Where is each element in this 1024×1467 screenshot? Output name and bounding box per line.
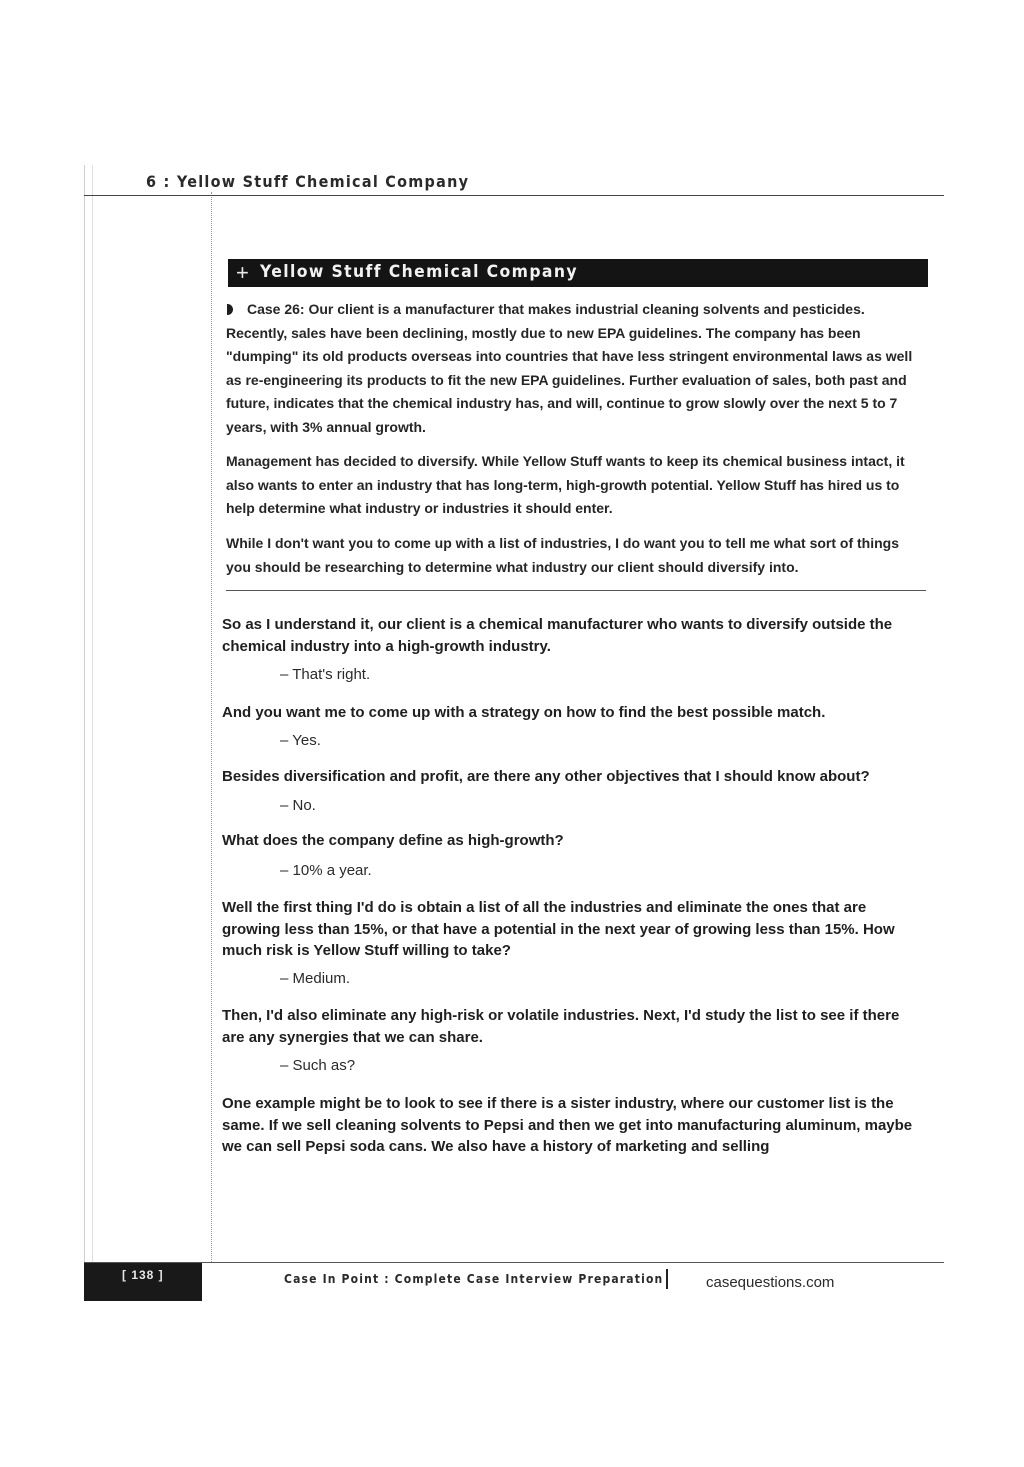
page-number-box	[84, 1263, 202, 1301]
interviewer-reply: – 10% a year.	[280, 862, 372, 879]
case-prompt-paragraph: Management has decided to diversify. While Yellow Stuff wants to keep its chemical business intact, it also wants to enter an industry that has long-term, high-growth potential. Yellow Stuff has hired us to help determine what industry or industries it should enter.	[226, 453, 905, 516]
left-margin-rule	[84, 165, 85, 1300]
candidate-line: Then, I'd also eliminate any high-risk or volatile industries. Next, I'd study the list to see if there are any synergies that we can share.	[222, 1007, 900, 1046]
prompt-divider	[226, 590, 926, 591]
left-margin-rule	[92, 165, 93, 1300]
interviewer-reply: – Such as?	[280, 1057, 356, 1074]
half-circle-bullet-icon	[227, 304, 233, 315]
gutter-dotted-rule	[211, 192, 212, 1262]
candidate-line: So as I understand it, our client is a chemical manufacturer who wants to diversify outside the chemical industry into a high-growth industry.	[222, 616, 893, 655]
case-prompt-text: Case 26: Our client is a manufacturer that makes industrial cleaning solvents and pesticides. Recently, sales have been declining, mostly due to new EPA guidelines. The company has been "dumping" its old products overseas into countries that have less stringent environmental laws as well as re-engineering its products to fit the new EPA guidelines. Further evaluation of sales, both past and future, indicates that the chemical industry has, and will, continue to grow slowly over the next 5 to 7 years, with 3% annual growth.	[226, 301, 913, 435]
candidate-line: And you want me to come up with a strategy on how to find the best possible match.	[222, 704, 826, 721]
candidate-line: Well the first thing I'd do is obtain a list of all the industries and eliminate the ones that are growing less than 15%, or that have a potential in the next year of growing less than 15%. How much risk is Yellow Stuff willing to take?	[222, 899, 895, 959]
header-rule	[84, 195, 944, 196]
footer-separator	[666, 1269, 668, 1289]
interviewer-reply: – Yes.	[280, 732, 321, 749]
case-title-banner	[228, 259, 928, 287]
interviewer-reply: – No.	[280, 797, 316, 814]
case-title-text: Yellow Stuff Chemical Company	[260, 262, 578, 282]
chapter-header-text: 6 : Yellow Stuff Chemical Company	[146, 172, 470, 191]
candidate-line: What does the company define as high-growth?	[222, 832, 564, 849]
footer-rule	[84, 1262, 944, 1263]
plus-cross-icon: +	[236, 260, 249, 285]
footer-book-title-text: Case In Point : Complete Case Interview Preparation	[284, 1272, 664, 1286]
case-title	[260, 262, 606, 282]
chapter-header	[146, 172, 505, 192]
page-number: [ 138 ]	[122, 1268, 164, 1282]
footer-website: casequestions.com	[706, 1274, 835, 1291]
footer-book-title	[284, 1272, 706, 1286]
interviewer-reply: – Medium.	[280, 970, 351, 987]
interviewer-reply: – That's right.	[280, 666, 371, 683]
case-prompt-paragraph	[226, 298, 926, 439]
candidate-line: Besides diversification and profit, are there any other objectives that I should know about?	[222, 768, 870, 785]
case-prompt-paragraph: While I don't want you to come up with a list of industries, I do want you to tell me what sort of things you should be researching to determine what industry our client should diversify into.	[226, 535, 900, 575]
candidate-line: One example might be to look to see if there is a sister industry, where our customer list is the same. If we sell cleaning solvents to Pepsi and then we get into manufacturing aluminum, maybe we can sell Pepsi soda cans. We also have a history of marketing and selling	[222, 1095, 913, 1155]
